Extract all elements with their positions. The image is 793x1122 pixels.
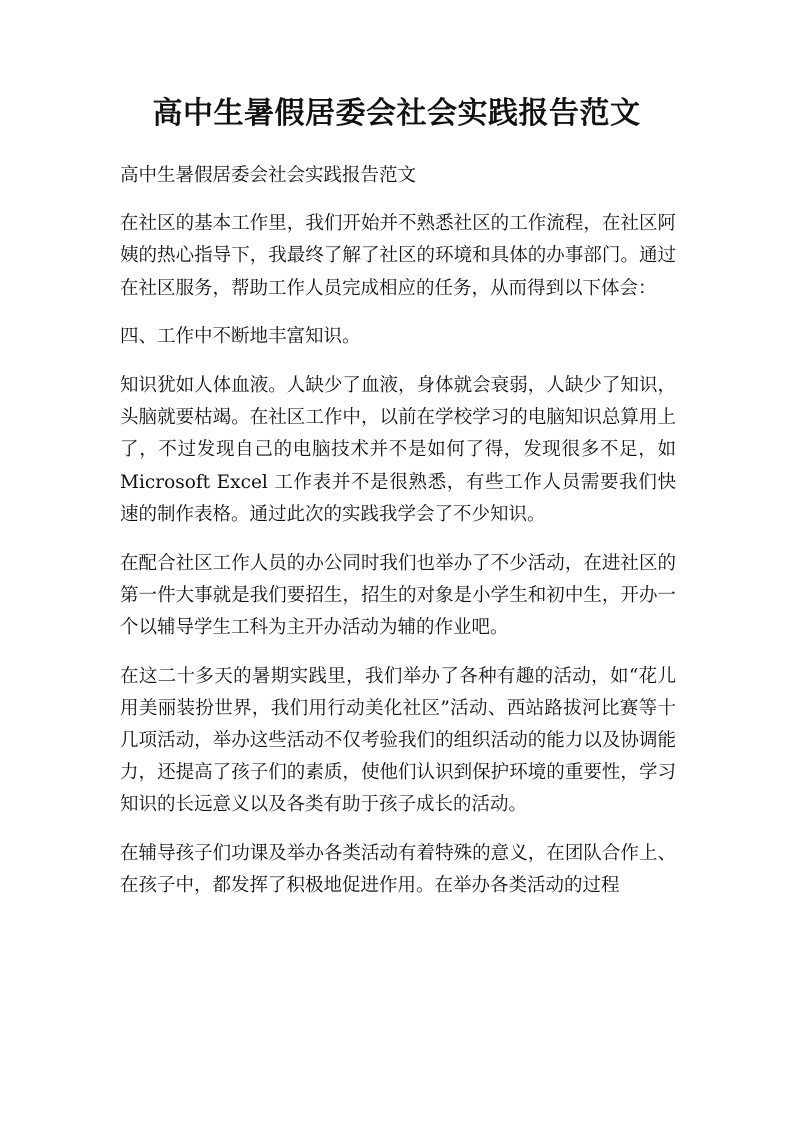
paragraph: 知识犹如人体血液。人缺少了血液，身体就会衰弱，人缺少了知识，头脑就要枯竭。在社区工作中，以前在学校学习的电脑知识总算用上了，不过发现自己的电脑技术并不是如何了得，发现很多不足，如Microsoft Excel 工作表并不是很熟悉，有些工作人员需要我们快速的制作表格。通过此次的实践我学会了不少知识。 <box>120 375 676 525</box>
paragraph: 在辅导孩子们功课及举办各类活动有着特殊的意义，在团队合作上、在孩子中，都发挥了积极地促进作用。在举办各类活动的过程 <box>120 843 676 897</box>
document-body <box>120 160 676 919</box>
paragraph: 在这二十多天的暑期实践里，我们举办了各种有趣的活动，如“花儿用美丽装扮世界，我们用行动美化社区”活动、西站路拔河比赛等十几项活动，举办这些活动不仅考验我们的组织活动的能力以及协调能力，还提高了孩子们的素质，使他们认识到保护环境的重要性，学习知识的长远意义以及各类有助于孩子成长的活动。 <box>120 665 676 816</box>
paragraph: 在配合社区工作人员的办公同时我们也举办了不少活动，在进社区的第一件大事就是我们要招生，招生的对象是小学生和初中生，开办一个以辅导学生工科为主开办活动为辅的作业吧。 <box>120 552 676 638</box>
document-title: 高中生暑假居委会社会实践报告范文 <box>152 96 641 131</box>
paragraph: 在社区的基本工作里，我们开始并不熟悉社区的工作流程，在社区阿姨的热心指导下，我最终了解了社区的环境和具体的办事部门。通过在社区服务，帮助工作人员完成相应的任务，从而得到以下体会： <box>120 213 676 299</box>
subtitle-paragraph: 高中生暑假居委会社会实践报告范文 <box>120 165 417 186</box>
section-heading: 四、工作中不断地丰富知识。 <box>120 326 361 348</box>
